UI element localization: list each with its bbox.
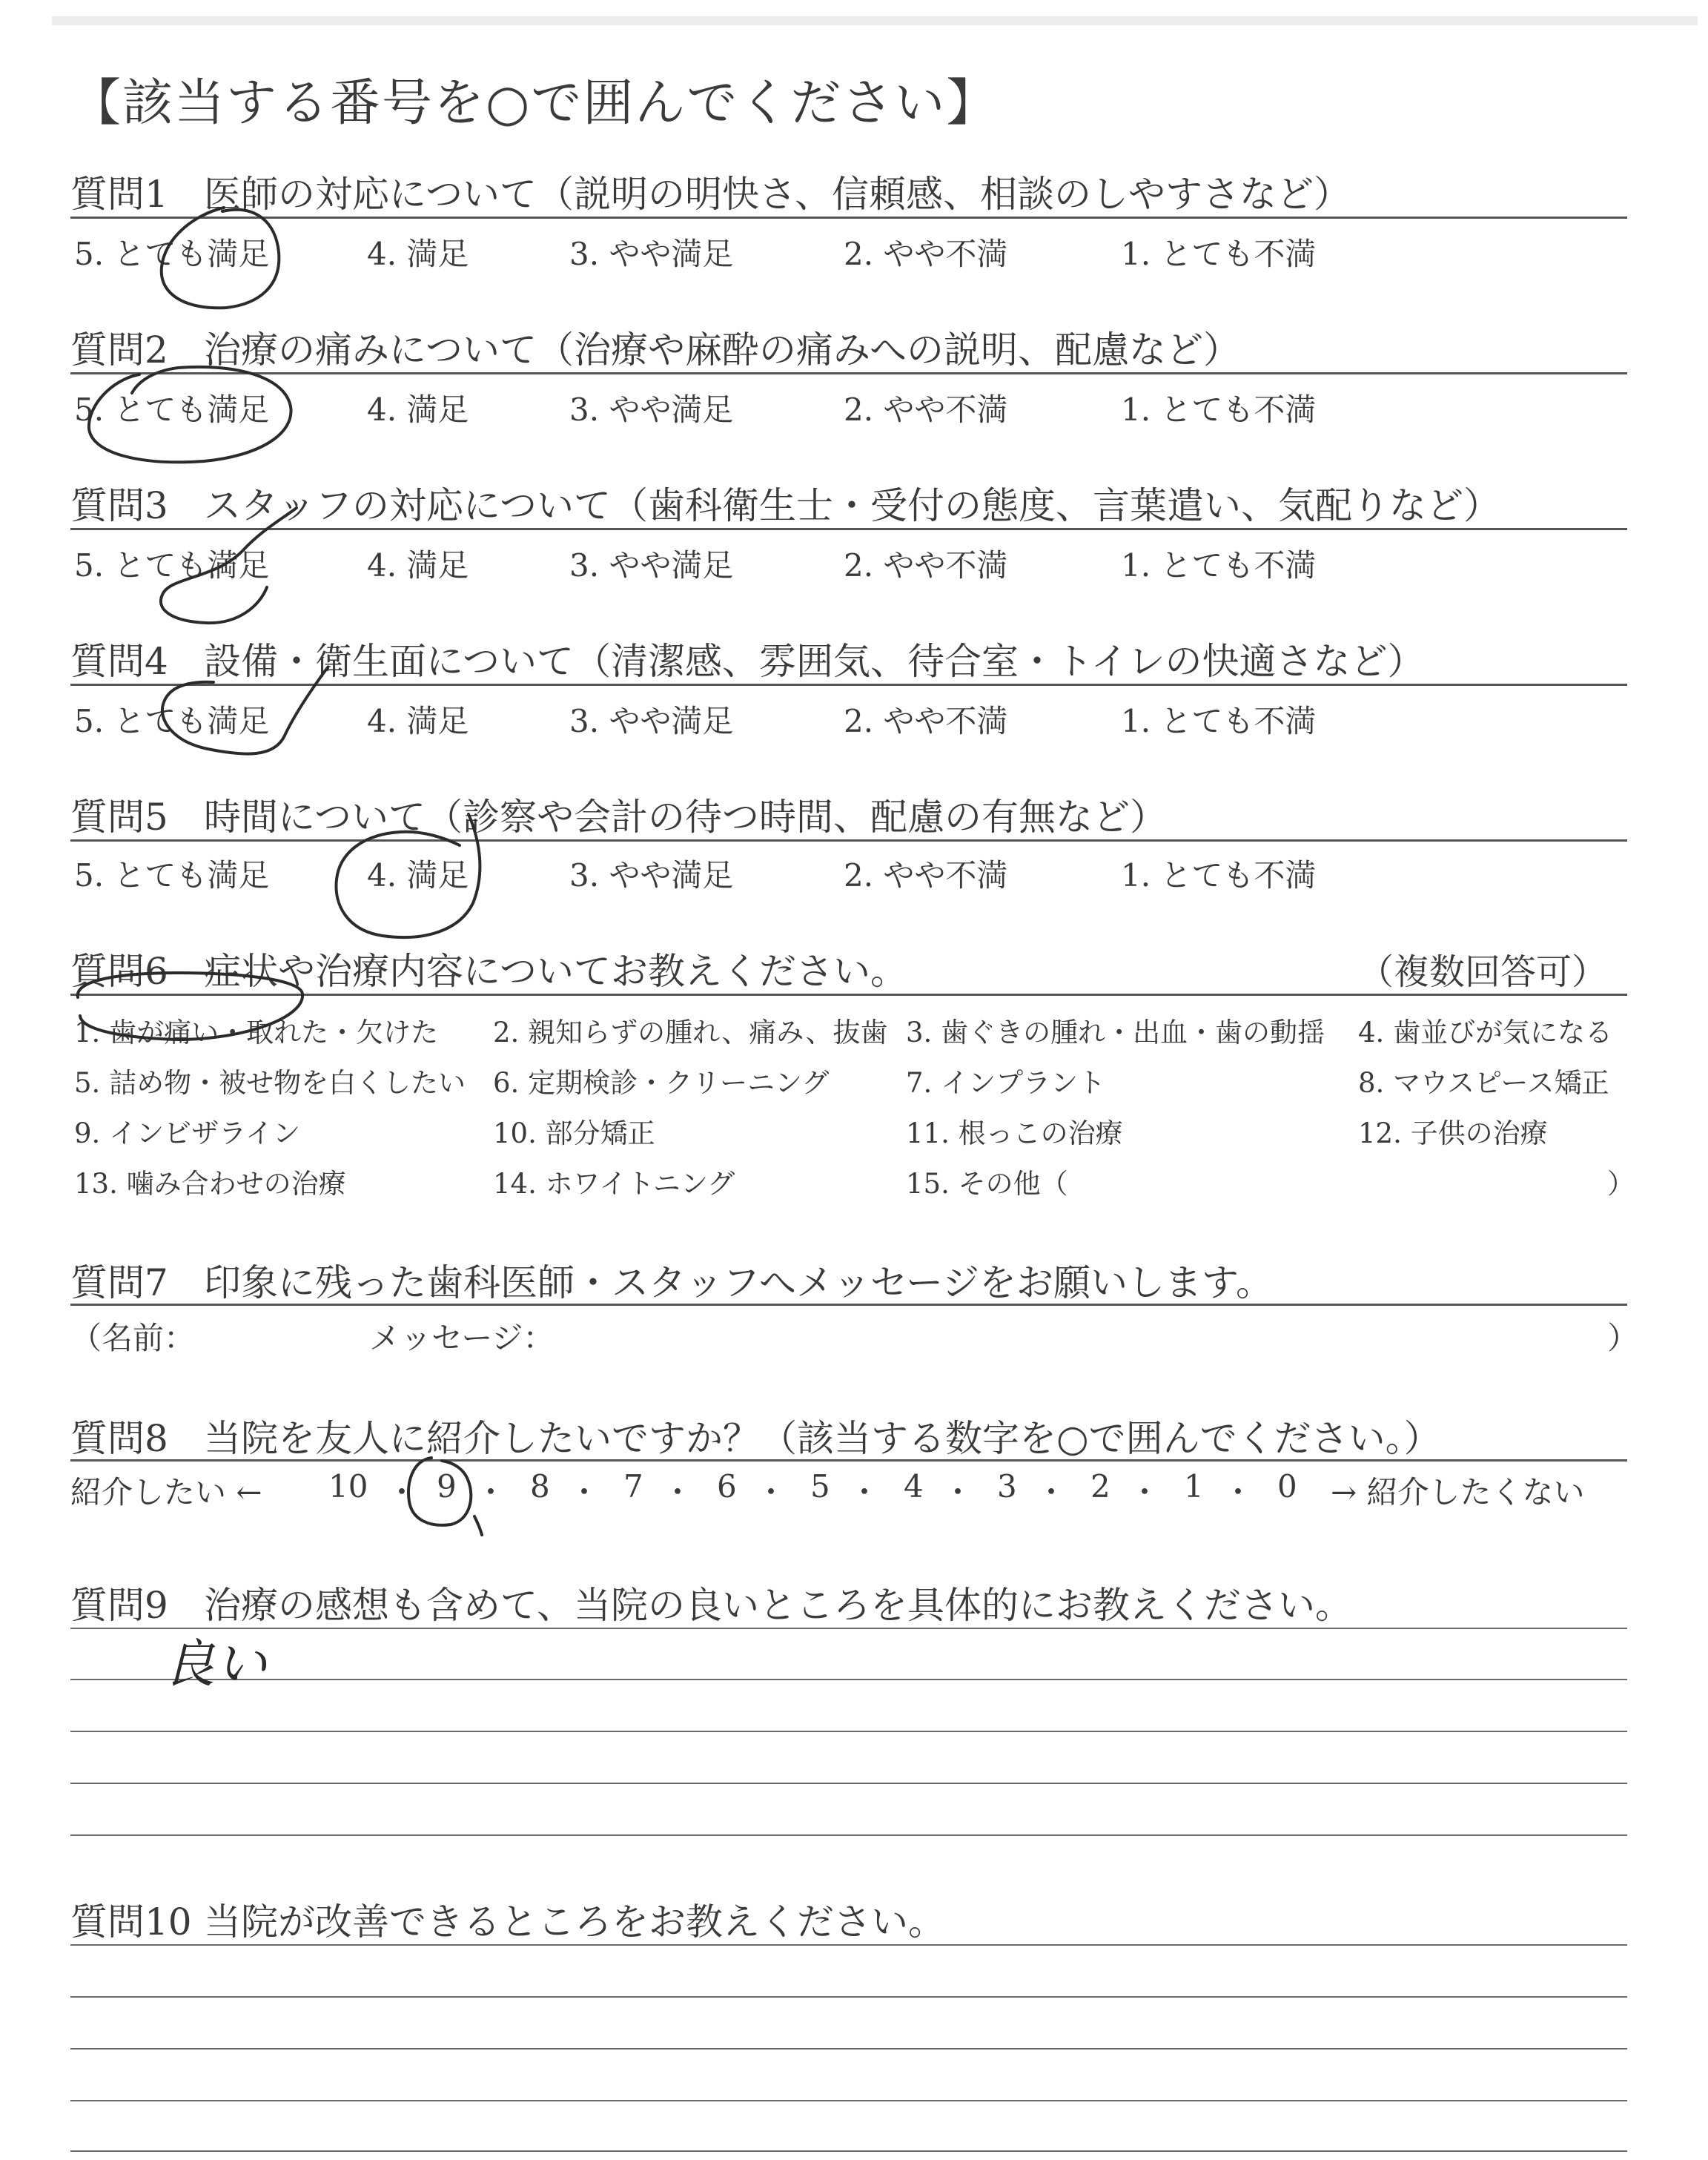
q5-option-4[interactable]: 4. 満足 (367, 857, 469, 894)
q6-option-11[interactable]: 11. 根っこの治療 (906, 1117, 1123, 1149)
q5-selection-circle (337, 814, 480, 937)
q4-option-5[interactable]: 5. とても満足 (74, 703, 270, 739)
scale-dot: ・ (942, 1474, 974, 1510)
scale-left-label: 紹介したい ← (70, 1474, 262, 1510)
scale-7[interactable]: 7 (623, 1468, 643, 1505)
q4-option-1[interactable]: 1. とても不満 (1121, 703, 1317, 739)
question-5-number: 質問5 (70, 796, 168, 839)
scale-dot: ・ (475, 1474, 507, 1510)
question-3-number: 質問3 (70, 484, 168, 527)
q7-close-paren: ） (1607, 1320, 1639, 1356)
q3-option-3[interactable]: 3. やや満足 (569, 547, 734, 584)
q6-option-14[interactable]: 14. ホワイトニング (493, 1168, 735, 1200)
scale-dot: ・ (386, 1474, 418, 1510)
question-1-number: 質問1 (70, 173, 168, 216)
question-4-number: 質問4 (70, 640, 168, 683)
q5-option-2[interactable]: 2. やや不満 (844, 857, 1008, 894)
scale-dot: ・ (1222, 1474, 1254, 1510)
question-1-text: 医師の対応について（説明の明快さ、信頼感、相談のしやすさなど） (204, 173, 1351, 216)
question-8-text: 当院を友人に紹介したいですか？（該当する数字を○で囲んでください。） (204, 1417, 1441, 1460)
q6-other-close-paren: ） (1607, 1168, 1635, 1200)
q6-option-3[interactable]: 3. 歯ぐきの腫れ・出血・歯の動揺 (906, 1017, 1325, 1048)
q5-option-1[interactable]: 1. とても不満 (1121, 857, 1317, 894)
question-6-number: 質問6 (70, 950, 168, 993)
scale-3[interactable]: 3 (997, 1468, 1017, 1505)
question-2-text: 治療の痛みについて（治療や麻酔の痛みへの説明、配慮など） (204, 328, 1240, 371)
question-7-text: 印象に残った歯科医師・スタッフへメッセージをお願いします。 (204, 1261, 1273, 1304)
q6-option-13[interactable]: 13. 噛み合わせの治療 (74, 1168, 346, 1200)
scale-10[interactable]: 10 (328, 1468, 368, 1505)
scale-dot: ・ (849, 1474, 881, 1510)
q9-handwritten-answer: 良い (163, 1634, 267, 1694)
q6-option-1[interactable]: 1. 歯が痛い・取れた・欠けた (74, 1017, 439, 1048)
q8-selection-circle (408, 1458, 482, 1535)
q5-option-5[interactable]: 5. とても満足 (74, 857, 270, 894)
q2-option-5[interactable]: 5. とても満足 (74, 392, 270, 428)
question-9-text: 治療の感想も含めて、当院の良いところを具体的にお教えください。 (204, 1584, 1352, 1627)
q2-option-1[interactable]: 1. とても不満 (1121, 392, 1317, 428)
scale-4[interactable]: 4 (904, 1468, 924, 1505)
q6-option-5[interactable]: 5. 詰め物・被せ物を白くしたい (74, 1067, 466, 1099)
scale-dot: ・ (1036, 1474, 1068, 1510)
q4-option-3[interactable]: 3. やや満足 (569, 703, 734, 739)
scale-8[interactable]: 8 (530, 1468, 550, 1505)
q1-option-4[interactable]: 4. 満足 (367, 236, 469, 272)
q6-option-7[interactable]: 7. インプラント (906, 1067, 1106, 1099)
question-10-number: 質問10 (70, 1900, 192, 1943)
multiple-answers-note: （複数回答可） (1358, 951, 1608, 993)
scale-0[interactable]: 0 (1277, 1468, 1297, 1505)
q2-option-2[interactable]: 2. やや不満 (844, 392, 1008, 428)
q3-option-2[interactable]: 2. やや不満 (844, 547, 1008, 584)
q4-option-2[interactable]: 2. やや不満 (844, 703, 1008, 739)
q4-option-4[interactable]: 4. 満足 (367, 703, 469, 739)
question-5-text: 時間について（診察や会計の待つ時間、配慮の有無など） (204, 796, 1167, 839)
q3-option-4[interactable]: 4. 満足 (367, 547, 469, 584)
question-4-text: 設備・衛生面について（清潔感、雰囲気、待合室・トイレの快適さなど） (204, 640, 1425, 683)
question-9-number: 質問9 (70, 1584, 168, 1627)
q6-option-8[interactable]: 8. マウスピース矯正 (1358, 1067, 1609, 1099)
question-8-number: 質問8 (70, 1417, 168, 1460)
q1-selection-circle (162, 208, 279, 308)
question-7-number: 質問7 (70, 1261, 168, 1304)
q6-option-10[interactable]: 10. 部分矯正 (493, 1117, 655, 1149)
q6-selection-circle (78, 973, 302, 1040)
q1-option-2[interactable]: 2. やや不満 (844, 236, 1008, 272)
q2-selection-circle (89, 367, 291, 462)
q4-selection-circle (162, 667, 328, 754)
scale-dot: ・ (1129, 1474, 1161, 1510)
q6-option-2[interactable]: 2. 親知らずの腫れ、痛み、抜歯 (493, 1017, 888, 1048)
q2-option-4[interactable]: 4. 満足 (367, 392, 469, 428)
scale-9[interactable]: 9 (437, 1468, 457, 1505)
scale-right-label: → 紹介したくない (1331, 1474, 1585, 1510)
question-10-text: 当院が改善できるところをお教えください。 (204, 1900, 945, 1943)
q3-option-1[interactable]: 1. とても不満 (1121, 547, 1317, 584)
question-6-text: 症状や治療内容についてお教えください。 (204, 950, 907, 993)
scale-1[interactable]: 1 (1184, 1468, 1204, 1505)
question-2-number: 質問2 (70, 328, 168, 371)
q1-option-3[interactable]: 3. やや満足 (569, 236, 734, 272)
q6-option-12[interactable]: 12. 子供の治療 (1358, 1117, 1548, 1149)
scale-dot: ・ (662, 1474, 694, 1510)
scale-dot: ・ (569, 1474, 600, 1510)
scale-dot: ・ (755, 1474, 787, 1510)
q2-option-3[interactable]: 3. やや満足 (569, 392, 734, 428)
q5-option-3[interactable]: 3. やや満足 (569, 857, 734, 894)
question-3-text: スタッフの対応について（歯科衛生士・受付の態度、言葉遣い、気配りなど） (204, 484, 1500, 527)
name-label: （名前： (70, 1320, 196, 1356)
q6-option-9[interactable]: 9. インビザライン (74, 1117, 300, 1149)
q6-option-4[interactable]: 4. 歯並びが気になる (1358, 1017, 1613, 1048)
scale-5[interactable]: 5 (810, 1468, 830, 1505)
q3-option-5[interactable]: 5. とても満足 (74, 547, 270, 584)
q1-option-1[interactable]: 1. とても不満 (1121, 236, 1317, 272)
q6-option-15[interactable]: 15. その他（ (906, 1168, 1068, 1200)
scale-6[interactable]: 6 (717, 1468, 737, 1505)
instruction-heading: 【該当する番号を○で囲んでください】 (70, 74, 999, 133)
message-label: メッセージ： (369, 1320, 555, 1356)
q1-option-5[interactable]: 5. とても満足 (74, 236, 270, 272)
q6-option-6[interactable]: 6. 定期検診・クリーニング (493, 1067, 830, 1099)
q3-selection-circle (161, 508, 297, 623)
scale-2[interactable]: 2 (1090, 1468, 1110, 1505)
